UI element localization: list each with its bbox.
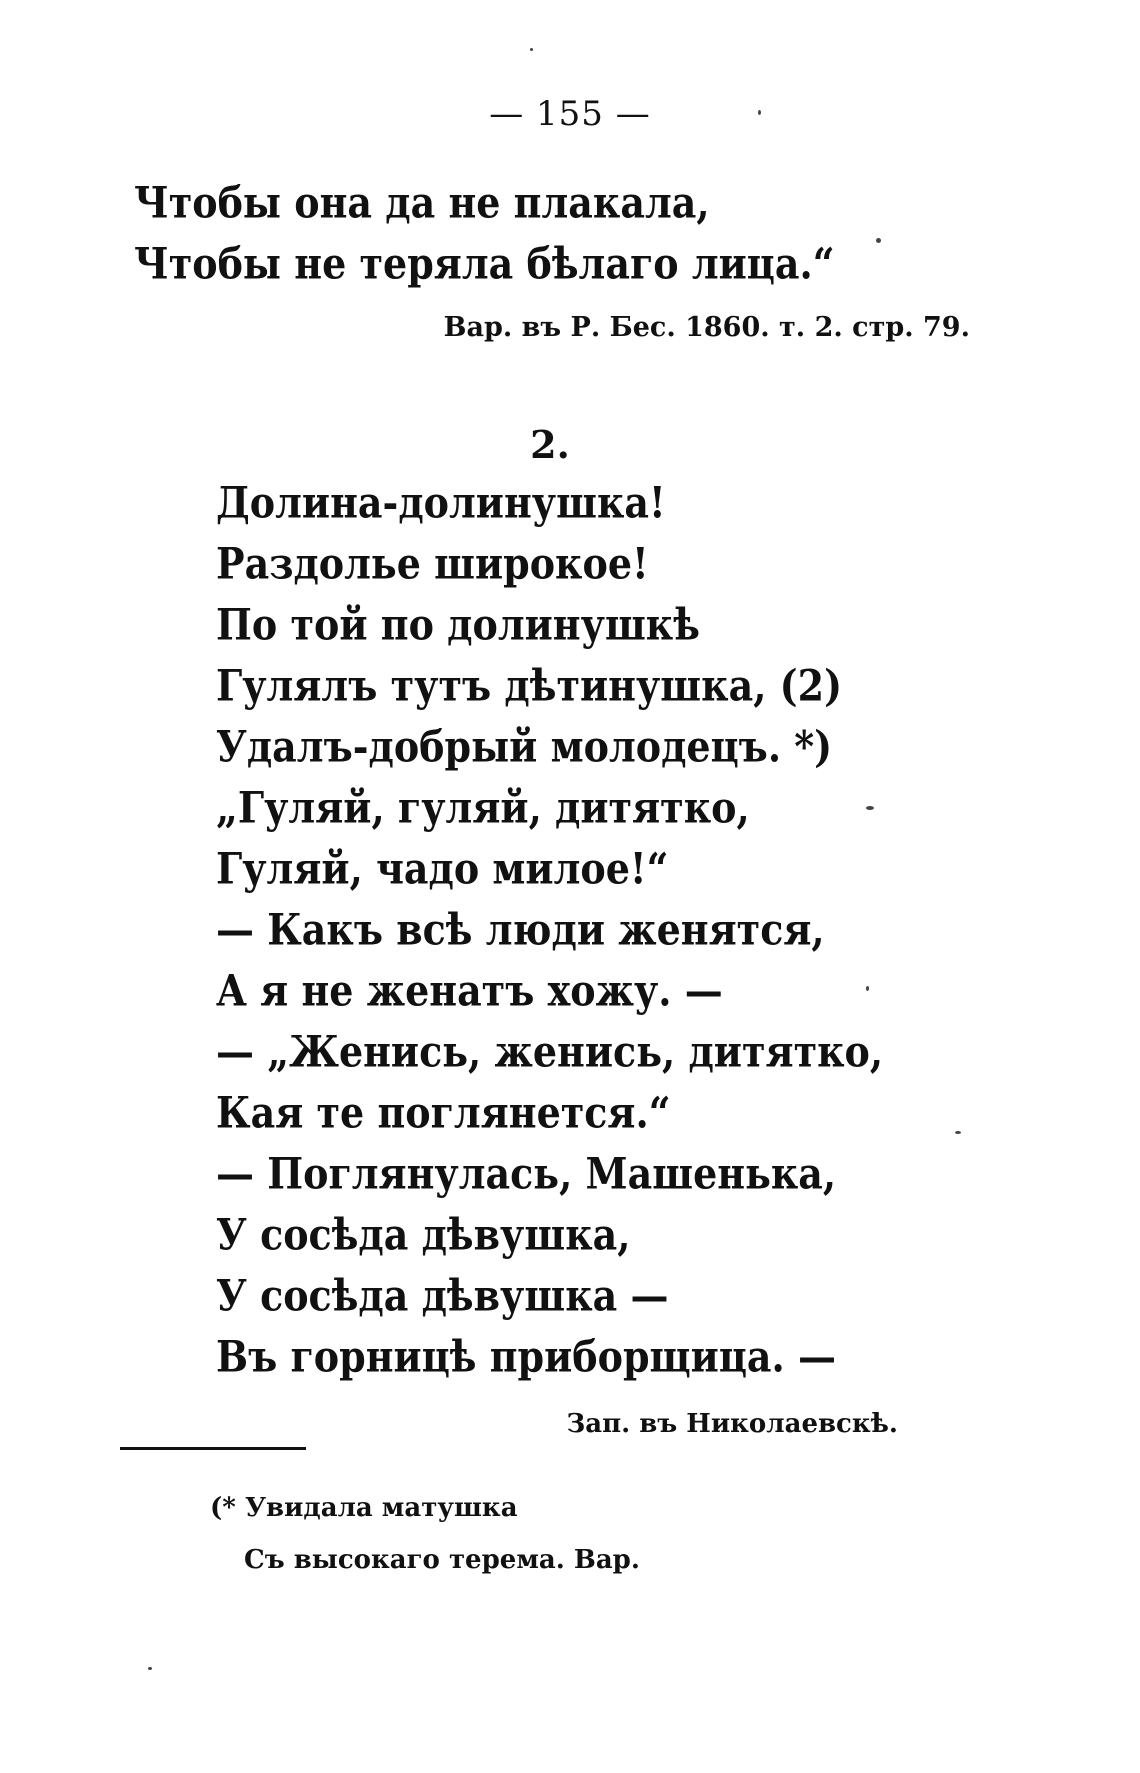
verse-line: — „Женись, женись, дитятко, — [216, 1026, 884, 1077]
page-number: — 155 — — [489, 94, 651, 134]
scan-speck — [876, 238, 881, 243]
verse-line: Чтобы не теряла бѣлаго лица.“ — [134, 238, 835, 289]
scan-speck — [955, 1131, 961, 1134]
footnote-line: (* Увидала матушка — [210, 1493, 518, 1523]
variant-source: Вар. въ Р. Бес. 1860. т. 2. стр. 79. — [443, 312, 970, 343]
verse-line: Въ горницѣ приборщица. — — [216, 1331, 837, 1382]
scan-speck — [148, 1667, 152, 1670]
song-text — [216, 472, 883, 1387]
verse-line: У сосѣда дѣвушка — — [216, 1270, 669, 1321]
scan-speck — [758, 110, 761, 115]
verse-line: Чтобы она да не плакала, — [134, 177, 710, 228]
scan-speck — [866, 986, 869, 991]
footnote — [210, 1482, 640, 1586]
verse-line: Гулялъ тутъ дѣтинушка, (2) — [216, 660, 843, 711]
recording-source: Зап. въ Николаевскѣ. — [566, 1409, 898, 1439]
verse-line: — Поглянулась, Машенька, — [216, 1148, 837, 1199]
verse-line: У сосѣда дѣвушка, — [216, 1209, 631, 1260]
song-number: 2. — [530, 422, 570, 467]
verse-line: Долина-долинушка! — [216, 477, 666, 528]
scan-speck — [530, 48, 533, 51]
verse-line: Кая те поглянется.“ — [216, 1087, 671, 1138]
verse-line: Гуляй, чадо милое!“ — [216, 843, 669, 894]
verse-line: Раздолье широкое! — [216, 538, 649, 589]
footnote-divider — [120, 1447, 306, 1450]
scan-speck — [866, 806, 874, 810]
verse-line: „Гуляй, гуляй, дитятко, — [216, 782, 750, 833]
verse-line: По той по долинушкѣ — [216, 599, 700, 650]
verse-continuation — [134, 172, 835, 294]
footnote-line: Съ высокаго терема. Вар. — [244, 1545, 640, 1575]
verse-line: — Какъ всѣ люди женятся, — [216, 904, 825, 955]
verse-line: А я не женатъ хожу. — — [216, 965, 723, 1016]
verse-line: Удалъ-добрый молодецъ. *) — [216, 721, 833, 772]
